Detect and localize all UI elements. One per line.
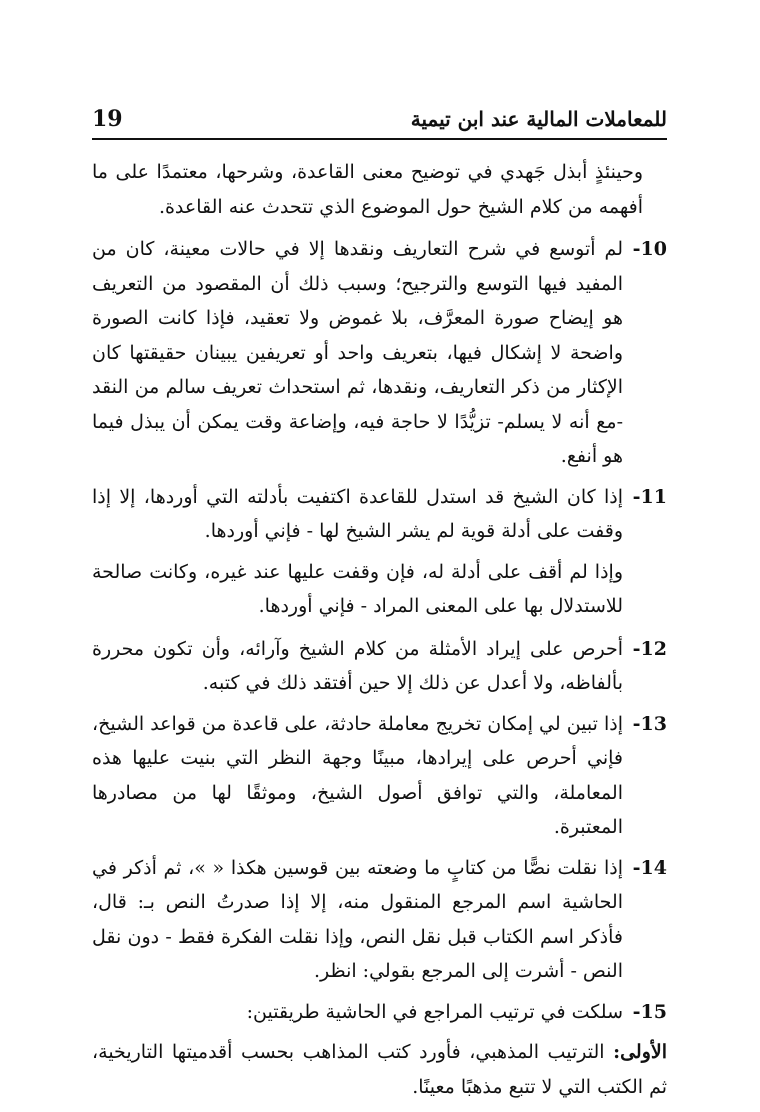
list-item-12 — [92, 632, 667, 701]
item-text: إذا تبين لي إمكان تخريج معاملة حادثة، على قاعدة من قواعد الشيخ، فإني أحرص على إيرادها، مبينًا وجهة النظر التي بنيت عليها هذه المعاملة، والتي توافق أصول الشيخ، وموثقًا لها من مصادرها المعتبرة. — [92, 712, 623, 838]
list-item-10 — [92, 232, 667, 474]
list-item-11 — [92, 480, 667, 549]
first-method-paragraph — [92, 1035, 667, 1104]
header-divider — [92, 138, 667, 140]
item-number: -10 — [632, 238, 667, 260]
page-body — [92, 155, 667, 1112]
item-11-continuation: وإذا لم أقف على أدلة له، فإن وقفت عليها عند غيره، وكانت صالحة للاستدلال بها على المعنى المراد - فإني أوردها. — [92, 560, 623, 617]
item-number: -15 — [632, 1000, 667, 1023]
item-text: سلكت في ترتيب المراجع في الحاشية طريقتين: — [246, 1000, 623, 1023]
list-item-15 — [92, 995, 667, 1030]
page-header — [92, 98, 667, 140]
item-number: -14 — [632, 856, 667, 879]
first-method-label: الأولى: — [613, 1041, 667, 1063]
item-text: إذا نقلت نصًّا من كتابٍ ما وضعته بين قوسين هكذا « »، ثم أذكر في الحاشية اسم المرجع المنقول منه، إلا إذا صدرتُ النص بـ: قال، فأذكر اسم الكتاب قبل نقل النص، وإذا نقلت الفكرة فقط - دون نقل النص - أشرت إلى المرجع بقولي: انظر. — [92, 856, 623, 982]
item-number: -13 — [632, 712, 667, 735]
list-item-14 — [92, 851, 667, 989]
list-item-13 — [92, 707, 667, 845]
item-number: -12 — [632, 637, 667, 660]
item-text: أحرص على إيراد الأمثلة من كلام الشيخ وآرائه، وأن تكون محررة بألفاظه، ولا أعدل عن ذلك إلا حين أفتقد ذلك في كتبه. — [92, 637, 623, 694]
first-method-text: الترتيب المذهبي، فأورد كتب المذاهب بحسب أقدميتها التاريخية، ثم الكتب التي لا تتبع مذهبًا معينًا. — [92, 1041, 667, 1098]
running-title: للمعاملات المالية عند ابن تيمية — [410, 107, 667, 131]
intro-paragraph: وحينئذٍ أبذل جَهدي في توضيح معنى القاعدة، وشرحها، معتمدًا على ما أفهمه من كلام الشيخ حول الموضوع الذي تتحدث عنه القاعدة. — [92, 161, 643, 218]
item-number: -11 — [632, 485, 667, 508]
item-text: إذا كان الشيخ قد استدل للقاعدة اكتفيت بأدلته التي أوردها، إلا إذا وقفت على أدلة قوية لم يشر الشيخ لها - فإني أوردها. — [92, 485, 623, 542]
page-number: 19 — [92, 106, 123, 132]
item-text: لم أتوسع في شرح التعاريف ونقدها إلا في حالات معينة، كان من المفيد فيها التوسع والترجيح؛ وسبب ذلك أن المقصود من التعريف هو إيضاح صورة المعرَّف، بلا غموض ولا تعقيد، فإذا كانت الصورة واضحة لا إشكال فيها، بتعريف واحد أو تعريفين يبينان حقيقتها كان الإكثار من ذكر التعاريف، ونقدها، ثم استحداث تعريف سالم من النقد -مع أنه لا يسلم- تزيُّدًا لا حاجة فيه، وإضاعة وقت يمكن أن يبذل فيما هو أنفع. — [92, 238, 623, 467]
